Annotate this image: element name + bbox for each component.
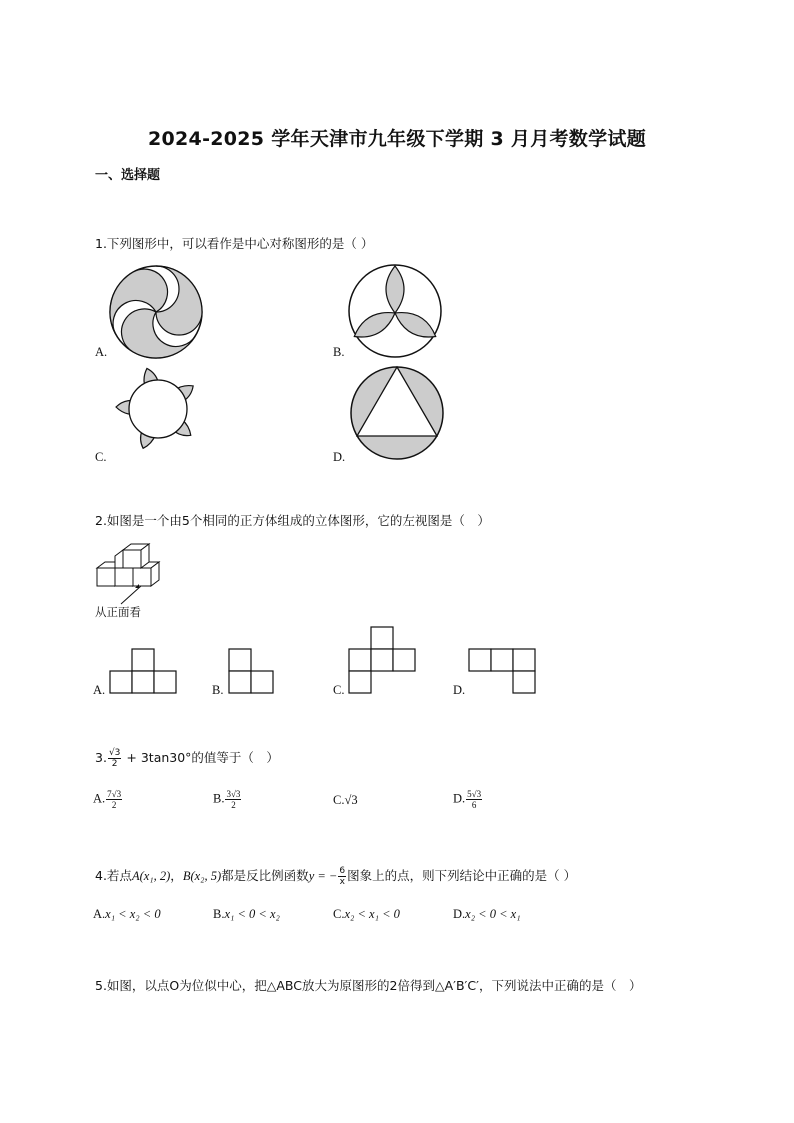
question-2-text: 2.如图是一个由5个相同的正方体组成的立体图形，它的左视图是（ ） — [95, 513, 490, 528]
q2-option-c-label: C. — [333, 683, 345, 697]
q4-option-c-value: x₂ < x₁ < 0 — [344, 907, 400, 921]
q4-option-a-value: x₁ < x₂ < 0 — [105, 907, 161, 921]
q4-option-d — [453, 907, 521, 922]
q3-fraction-den: 2 — [111, 759, 118, 769]
q1-figure-d — [349, 365, 445, 461]
q3-option-b-frac — [225, 789, 241, 810]
q1-figure-a — [108, 264, 204, 360]
q3-option-b-label: B. — [213, 791, 225, 806]
q4-function-num: 6 — [339, 866, 346, 876]
q3-option-a — [93, 789, 123, 810]
q1-option-c-label: C. — [95, 450, 107, 464]
q4-option-b-label: B. — [213, 907, 225, 921]
q4-option-b-value: x₁ < 0 < x₂ — [224, 907, 280, 921]
question-5-text: 5.如图，以点O为位似中心，把△ABC放大为原图形的2倍得到△A′B′C′，下列说法中正确的是（ ） — [95, 978, 642, 993]
q2-option-b-label: B. — [212, 683, 224, 697]
question-4-text — [95, 866, 576, 887]
q4-option-d-label: D. — [453, 907, 466, 921]
q2-option-a-label: A. — [93, 683, 106, 697]
q2-option-c-figure — [349, 626, 419, 694]
q3-option-d-frac — [466, 789, 482, 810]
q1-figure-c — [108, 365, 208, 461]
q1-option-d-label: D. — [333, 450, 346, 464]
q4-option-a — [93, 907, 161, 922]
q4-function-lhs: y = − — [308, 869, 338, 883]
q4-part3: 图象上的点，则下列结论中正确的是（ ） — [347, 868, 577, 883]
q2-option-d-figure — [469, 648, 539, 694]
q3-option-a-frac — [106, 789, 122, 810]
q3-option-b-den: 2 — [231, 800, 236, 810]
q3-option-d-num: 5√3 — [467, 789, 482, 799]
q3-option-b-num: 3√3 — [226, 789, 241, 799]
q1-option-b-label: B. — [333, 345, 345, 359]
q4-sep: ， — [170, 868, 183, 883]
q3-option-b — [213, 789, 242, 810]
q4-point-b: B(x₂, 5) — [182, 869, 222, 883]
q4-option-c — [333, 907, 400, 922]
q2-view-caption: 从正面看 — [95, 605, 141, 619]
q3-fraction-num: √3 — [108, 748, 121, 758]
q4-function-den: x — [339, 877, 345, 887]
q3-option-a-label: A. — [93, 791, 106, 806]
q3-rest: + 3tan30°的值等于（ ） — [126, 750, 279, 765]
q3-option-d-label: D. — [453, 791, 466, 806]
section-heading: 一、选择题 — [95, 168, 161, 183]
q4-option-d-value: x₂ < 0 < x₁ — [465, 907, 521, 921]
q3-option-d — [453, 789, 483, 810]
q3-option-c — [333, 793, 358, 808]
q4-part1: 4.若点 — [95, 868, 132, 883]
q4-option-c-label: C. — [333, 907, 345, 921]
page-title: 2024-2025 学年天津市九年级下学期 3 月月考数学试题 — [147, 128, 646, 150]
q4-option-a-label: A. — [93, 907, 106, 921]
q1-option-a-label: A. — [95, 345, 108, 359]
q3-fraction — [108, 748, 121, 769]
q4-option-b — [213, 907, 280, 922]
q3-option-c-label: C. — [333, 793, 345, 807]
question-1-text: 1.下列图形中，可以看作是中心对称图形的是（ ） — [95, 236, 374, 251]
q3-prefix: 3. — [95, 750, 107, 765]
question-3-text — [95, 748, 279, 769]
q3-option-c-value: √3 — [344, 793, 358, 807]
q4-point-a: A(x₁, 2) — [131, 869, 171, 883]
q3-option-a-den: 2 — [111, 800, 117, 810]
q3-option-a-num: 7√3 — [107, 789, 122, 799]
q2-option-a-figure — [110, 648, 178, 694]
q1-figure-b — [347, 263, 443, 359]
q2-option-d-label: D. — [453, 683, 466, 697]
q2-option-b-figure — [229, 648, 275, 694]
q4-function-frac — [338, 866, 346, 887]
q2-cube-figure — [95, 538, 170, 608]
q3-option-d-den: 6 — [471, 800, 477, 810]
q4-part2: 都是反比例函数 — [221, 868, 309, 883]
